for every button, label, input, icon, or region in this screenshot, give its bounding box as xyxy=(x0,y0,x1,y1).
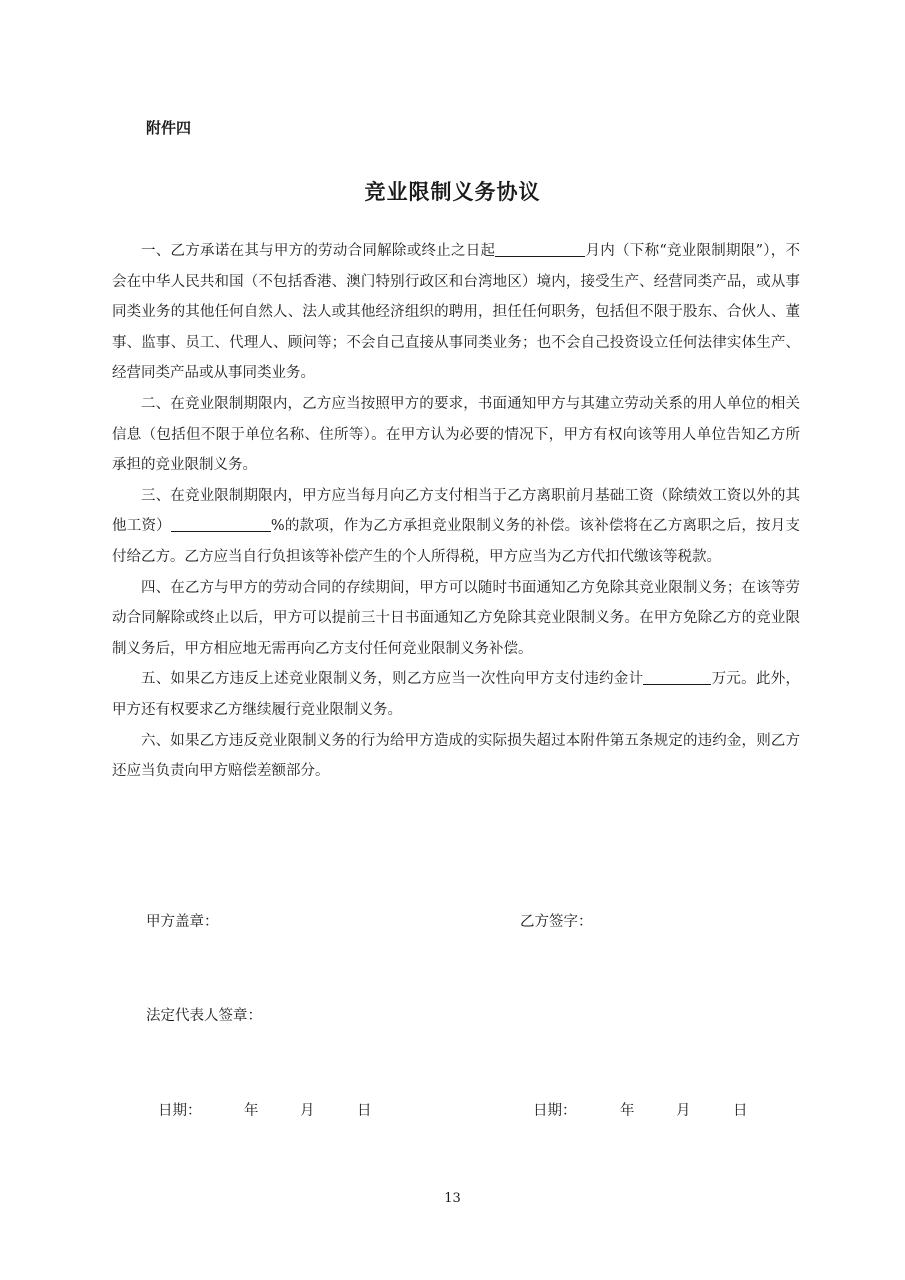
party-b-date-label: 日期： xyxy=(533,1103,577,1119)
document-body xyxy=(112,236,800,787)
party-a-day-label: 日 xyxy=(357,1103,372,1119)
clause-6: 六、如果乙方违反竞业限制义务的行为给甲方造成的实际损失超过本附件第五条规定的违约金，则乙方还应当负责向甲方赔偿差额部分。 xyxy=(112,732,800,780)
clause-3 xyxy=(112,481,800,573)
clause-1-text-a: 一、乙方承诺在其与甲方的劳动合同解除或终止之日起 xyxy=(141,243,496,259)
clause-4: 四、在乙方与甲方的劳动合同的存续期间，甲方可以随时书面通知乙方免除其竞业限制义务；在该等劳动合同解除或终止以后，甲方可以提前三十日书面通知乙方免除其竞业限制义务。在甲方免除乙方的竞业限制义务后，甲方相应地无需再向乙方支付任何竞业限制义务补偿。 xyxy=(112,579,800,657)
clause-3-text-a: 三、在竞业限制期限内，甲方应当每月向乙方支付相当于乙方离职前月基础工资（除绩效工资以外的其他工资） xyxy=(112,487,800,535)
party-a-year-label: 年 xyxy=(244,1103,259,1119)
party-a-date-label: 日期： xyxy=(158,1103,202,1119)
document-title: 竞业限制义务协议 xyxy=(364,180,541,204)
party-b-year-label: 年 xyxy=(620,1103,635,1119)
clause-5-text-b: 万元。此外，甲方还有权要求乙方继续履行竞业限制义务。 xyxy=(112,671,801,718)
clause-5-text-a: 五、如果乙方违反上述竞业限制义务，则乙方应当一次性向甲方支付违约金计 xyxy=(141,671,644,688)
page-number: 13 xyxy=(444,1191,461,1206)
legal-rep-sign-label: 法定代表人签章： xyxy=(146,1008,262,1024)
period-months-blank xyxy=(495,242,585,258)
clause-1-text-b: 月内（下称“竞业限制期限”），不会在中华人民共和国（不包括香港、澳门特别行政区和台湾地区）境内，接受生产、经营同类产品，或从事同类业务的其他任何自然人、法人或其他经济组织的聘用，担任任何职务，包括但不限于股东、合伙人、董事、监事、员工、代理人、顾问等；不会自己直接从事同类业务；也不会自己投资设立任何法律实体生产、经营同类产品或从事同类业务。 xyxy=(112,243,801,382)
compensation-percent-blank xyxy=(171,517,271,533)
party-a-seal-label: 甲方盖章： xyxy=(146,914,219,930)
clause-2: 二、在竞业限制期限内，乙方应当按照甲方的要求，书面通知甲方与其建立劳动关系的用人单位的相关信息（包括但不限于单位名称、住所等）。在甲方认为必要的情况下，甲方有权向该等用人单位告知乙方所承担的竞业限制义务。 xyxy=(112,395,800,474)
party-b-month-label: 月 xyxy=(676,1103,691,1119)
penalty-amount-blank xyxy=(643,670,711,686)
clause-5 xyxy=(112,664,800,725)
party-b-sign-label: 乙方签字： xyxy=(520,914,593,930)
clause-3-text-b: %的款项，作为乙方承担竞业限制义务的补偿。该补偿将在乙方离职之后，按月支付给乙方。乙方应当自行负担该等补偿产生的个人所得税，甲方应当为乙方代扣代缴该等税款。 xyxy=(112,518,801,565)
party-b-day-label: 日 xyxy=(733,1103,748,1119)
party-a-month-label: 月 xyxy=(300,1103,315,1119)
clause-1 xyxy=(112,236,800,389)
attachment-label: 附件四 xyxy=(146,119,192,137)
